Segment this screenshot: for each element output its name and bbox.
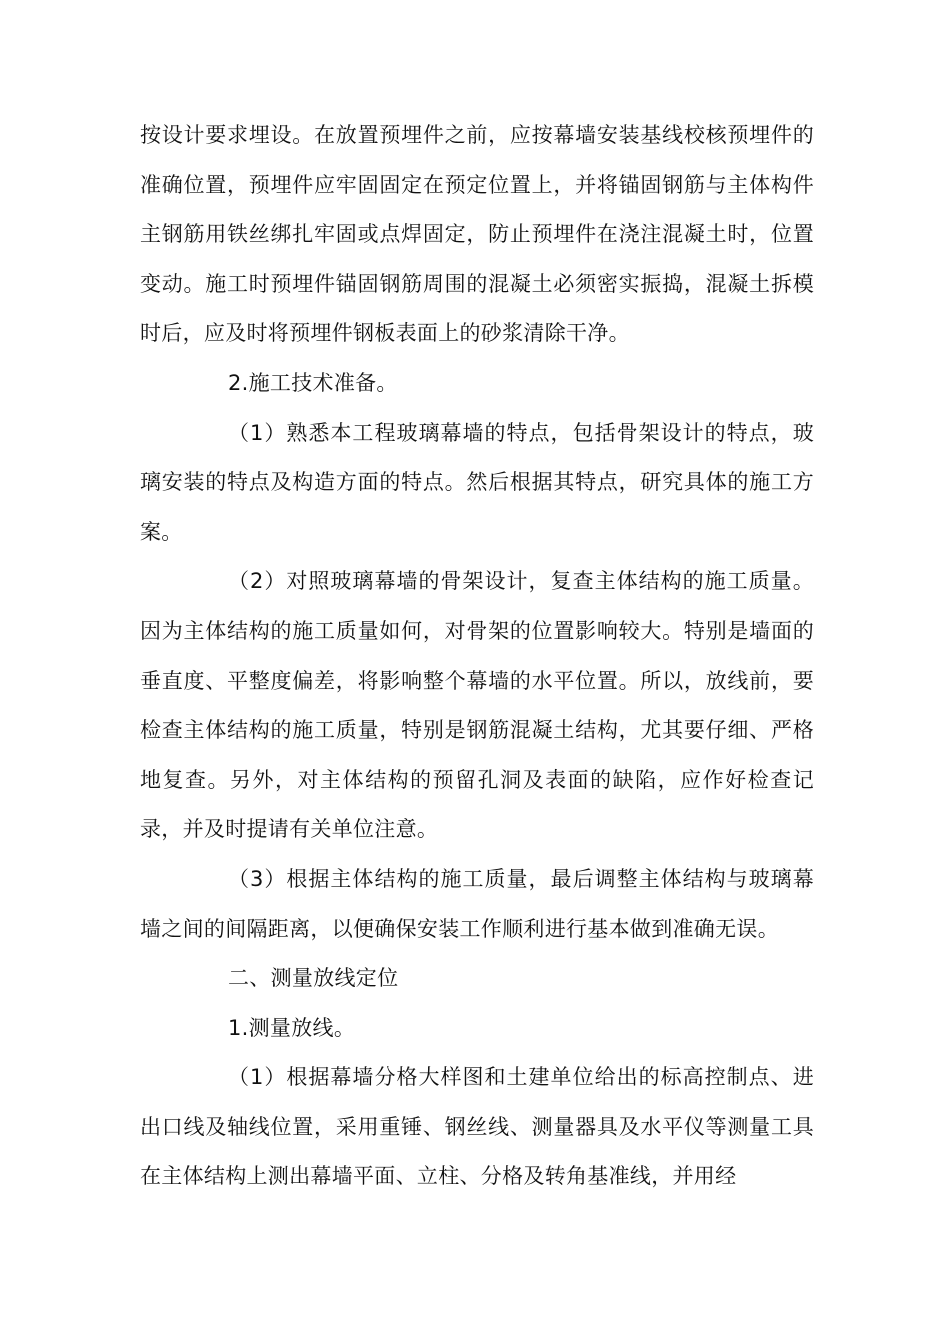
paragraph-item-1-familiarize: （1）熟悉本工程玻璃幕墙的特点，包括骨架设计的特点，玻璃安装的特点及构造方面的特点。然后根据其特点，研究具体的施工方案。 bbox=[140, 420, 814, 544]
paragraph-item-2-review-structure: （2）对照玻璃幕墙的骨架设计，复查主体结构的施工质量。因为主体结构的施工质量如何，对骨架的位置影响较大。特别是墙面的垂直度、平整度偏差，将影响整个幕墙的水平位置。所以，放线前，要检查主体结构的施工质量，特别是钢筋混凝土结构，尤其要仔细、严格地复查。另外，对主体结构的预留孔洞及表面的缺陷，应作好检查记录，并及时提请有关单位注意。 bbox=[140, 569, 814, 842]
paragraph-item-1-survey-method: （1）根据幕墙分格大样图和土建单位给出的标高控制点、进出口线及轴线位置，采用重锤、钢丝线、测量器具及水平仪等测量工具在主体结构上测出幕墙平面、立柱、分格及转角基准线，并用经 bbox=[140, 1065, 814, 1189]
document-body bbox=[140, 111, 814, 1202]
paragraph-heading-survey-positioning: 二、测量放线定位 bbox=[228, 966, 399, 991]
paragraph-heading-survey-lines: 1.测量放线。 bbox=[228, 1015, 356, 1040]
paragraph-item-3-adjust-distance: （3）根据主体结构的施工质量，最后调整主体结构与玻璃幕墙之间的间隔距离，以便确保安装工作顺利进行基本做到准确无误。 bbox=[140, 866, 814, 941]
paragraph-heading-technical-preparation: 2.施工技术准备。 bbox=[228, 370, 398, 395]
paragraph-embedded-parts: 按设计要求埋设。在放置预埋件之前，应按幕墙安装基线校核预埋件的准确位置，预埋件应牢固固定在预定位置上，并将锚固钢筋与主体构件主钢筋用铁丝绑扎牢固或点焊固定，防止预埋件在浇注混凝土时，位置变动。施工时预埋件锚固钢筋周围的混凝土必须密实振捣，混凝土拆模时后，应及时将预埋件钢板表面上的砂浆清除干净。 bbox=[140, 123, 814, 346]
